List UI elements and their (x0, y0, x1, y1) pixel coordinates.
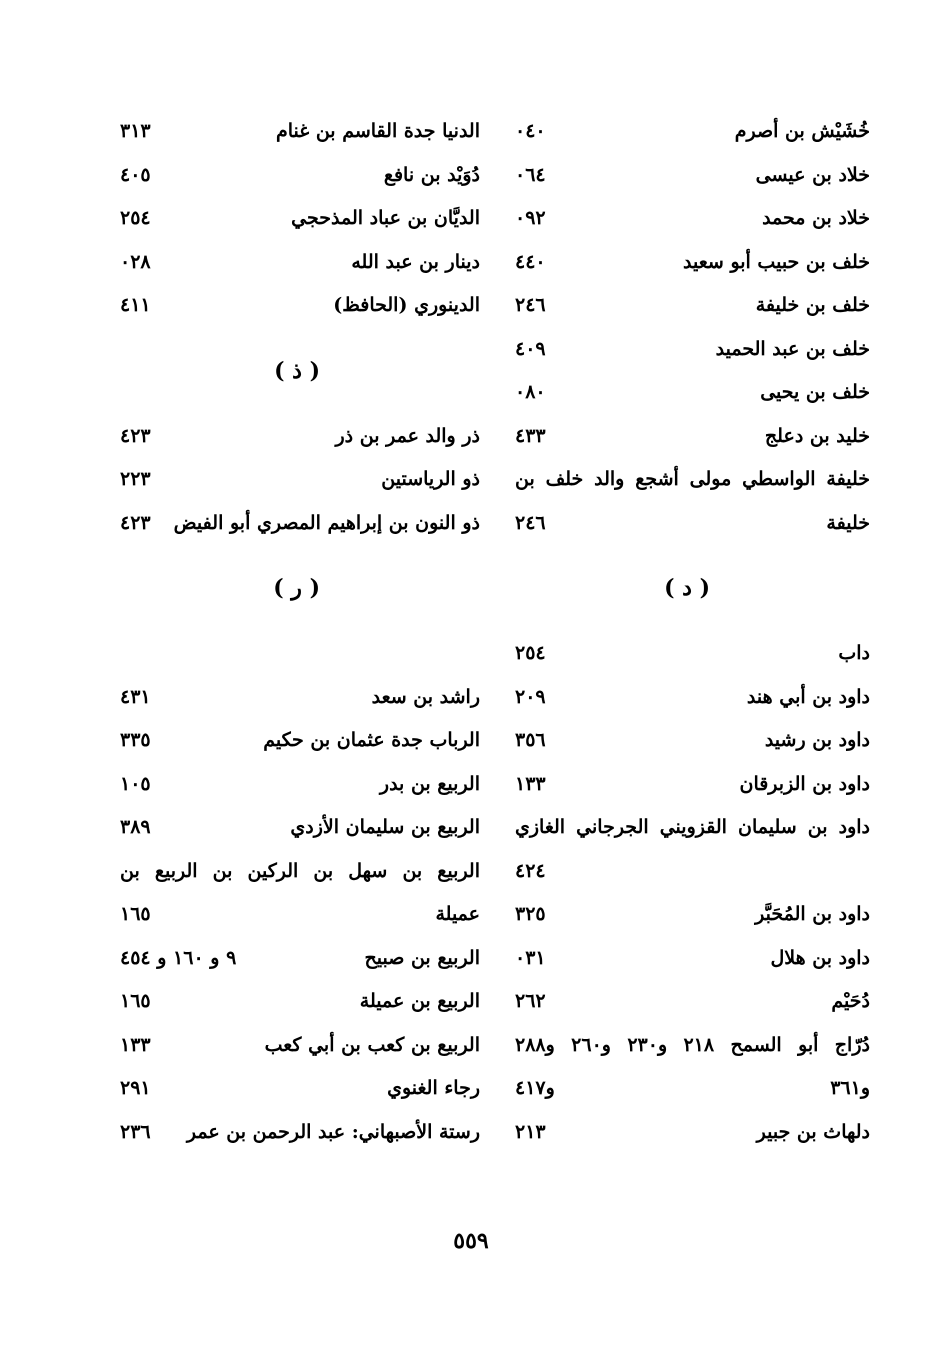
index-entry (120, 110, 480, 154)
entry-page-number: ٠٦٤ (515, 163, 546, 186)
index-entry (515, 371, 870, 415)
letter-heading-text: ( ر ) (273, 575, 320, 601)
index-entry (120, 893, 480, 937)
entry-page-number: ٠٩٢ (515, 207, 546, 229)
entry-name: خلف بن حبيب أبو سعيد (683, 250, 870, 273)
entry-name: دُوَيْد بن نافع (383, 163, 480, 186)
index-entry (120, 502, 480, 546)
index-entry (515, 458, 870, 502)
entry-name: الرباب جدة عثمان بن حكيم (263, 729, 480, 751)
letter-heading (515, 545, 870, 632)
index-entry (515, 328, 870, 372)
entry-name: ذو النون بن إبراهيم المصري أبو الفيض (173, 511, 480, 534)
entry-page-number: ٢٤٦ (515, 294, 546, 316)
index-entry (515, 632, 870, 676)
page-number: ٥٥٩ (453, 1228, 489, 1254)
entry-page-number: ٢٤٦ (515, 511, 546, 534)
entry-name: خلاد بن عيسى (755, 163, 870, 186)
entry-name: الدنيا جدة القاسم بن غنام (276, 120, 480, 142)
index-entry (515, 415, 870, 459)
index-entry (515, 806, 870, 850)
entry-page-number: ٢٥٤ (120, 207, 151, 229)
index-entry (120, 197, 480, 241)
entry-name: داب (838, 642, 870, 664)
entry-page-number: ٢٥٤ (515, 642, 546, 664)
left-column (120, 110, 480, 1154)
entry-name: خليفة الواسطي مولى أشجع والد خلف بن (515, 468, 870, 490)
entry-name: رجاء الغنوي (387, 1077, 480, 1099)
entry-name: الربيع بن سليمان الأزدي (290, 816, 480, 838)
entry-page-number: ٣٣٥ (120, 729, 151, 751)
entry-page-number: ٠٣١ (515, 946, 546, 969)
index-entry (515, 937, 870, 981)
index-entry (515, 1111, 870, 1155)
entry-page-number: ٤١١ (120, 294, 151, 316)
entry-page-number: ٤٢٤ (515, 859, 546, 882)
index-entry (120, 719, 480, 763)
index-entry (515, 197, 870, 241)
right-column (515, 110, 870, 1154)
entry-page-number: ١٦٥ (120, 903, 151, 925)
index-entry (120, 154, 480, 198)
entry-page-number: ٢٣٦ (120, 1120, 151, 1143)
entry-name: خُشَيْش بن أصرم (734, 120, 870, 142)
entry-name: خلاد بن محمد (762, 207, 870, 229)
entry-name: دينار بن عبد الله (351, 250, 480, 273)
index-entry (120, 458, 480, 502)
entry-name: عميلة (435, 903, 480, 925)
index-entry (515, 1024, 870, 1068)
letter-heading (120, 328, 480, 415)
entry-name: دُرّاج أبو السمح ٢١٨ و٢٣٠ و٢٦٠ و٢٨٨ (515, 1033, 870, 1056)
index-entry (515, 154, 870, 198)
index-entry (515, 850, 870, 894)
entry-name: خلف بن عبد الحميد (715, 337, 870, 360)
index-entry (515, 719, 870, 763)
index-entry (120, 676, 480, 720)
entry-page-number: ٠٤٠ (515, 120, 546, 142)
entry-name: خلف بن يحيى (760, 381, 870, 403)
index-entry (120, 937, 480, 981)
entry-page-number: ٣٢٥ (515, 903, 546, 925)
entry-page-number: ٤٣٣ (515, 424, 546, 447)
index-entry (120, 763, 480, 807)
index-entry (515, 502, 870, 546)
entry-name: الدينوري (الحافظ) (333, 294, 480, 316)
entry-name: داود بن هلال (770, 946, 870, 969)
entry-name: ذر والد عمر بن ذر (335, 424, 480, 447)
entry-page-number: ١٠٥ (120, 772, 151, 795)
index-entry (120, 284, 480, 328)
entry-name: الديَّان بن عباد المذحجي (291, 207, 480, 229)
entry-page-number: ٤٢٣ (120, 424, 151, 447)
index-entry (515, 763, 870, 807)
index-entry (120, 1067, 480, 1111)
entry-name: ذو الرياستين (381, 468, 480, 490)
entry-page-number: ٤٢٣ (120, 511, 151, 534)
entry-page-number: ٠٨٠ (515, 381, 546, 403)
entry-name: الربيع بن كعب بن أبي كعب (264, 1033, 480, 1056)
index-entry (120, 241, 480, 285)
entry-name: داود بن رشيد (764, 729, 870, 751)
entry-page-number: ٣٥٦ (515, 729, 546, 751)
index-entry (120, 806, 480, 850)
entry-name: و٣٦١ و٤١٧ (515, 1077, 870, 1099)
index-entry (515, 980, 870, 1024)
spacer (120, 632, 480, 676)
entry-name: دلهاث بن جبير (756, 1120, 870, 1143)
entry-page-number: ٩ و ١٦٠ و ٤٥٤ (120, 946, 237, 969)
entry-page-number: ٢٠٩ (515, 685, 546, 708)
entry-page-number: ٣١٣ (120, 120, 151, 142)
entry-name: داود بن الزبرقان (739, 772, 870, 795)
entry-name: الربيع بن عميلة (359, 990, 480, 1012)
entry-page-number: ٤٠٩ (515, 337, 546, 360)
entry-page-number: ٠٢٨ (120, 250, 151, 273)
index-entry (120, 415, 480, 459)
entry-page-number: ٤٤٠ (515, 250, 546, 273)
entry-name: الربيع بن بدر (379, 772, 480, 795)
entry-name: داود بن أبي هند (746, 685, 870, 708)
index-entry (515, 1067, 870, 1111)
letter-heading (120, 545, 480, 632)
entry-name: الربيع بن سهل بن الركين بن الربيع بن (120, 859, 480, 882)
entry-name: خلف بن خليفة (755, 294, 870, 316)
letter-heading-text: ( د ) (664, 575, 710, 601)
entry-page-number: ٢٩١ (120, 1077, 151, 1099)
index-entry (515, 676, 870, 720)
entry-page-number: ٣٨٩ (120, 816, 151, 838)
entry-name: خليد بن دعلج (764, 424, 870, 447)
entry-name: راشد بن سعد (371, 685, 480, 708)
entry-page-number: ٤٠٥ (120, 163, 151, 186)
index-entry (120, 980, 480, 1024)
entry-name: رستة الأصبهاني: عبد الرحمن بن عمر (186, 1120, 480, 1143)
entry-page-number: ١٣٣ (120, 1033, 151, 1056)
index-entry (120, 1111, 480, 1155)
entry-name: داود بن سليمان القزويني الجرجاني الغازي (515, 816, 870, 838)
entry-page-number: ١٣٣ (515, 772, 546, 795)
entry-page-number: ٢٦٢ (515, 990, 546, 1012)
index-entry (515, 893, 870, 937)
letter-heading-text: ( ذ ) (274, 357, 320, 384)
entry-page-number: ١٦٥ (120, 990, 151, 1012)
index-entry (515, 241, 870, 285)
entry-page-number: ٢١٣ (515, 1120, 546, 1143)
index-entry (515, 110, 870, 154)
index-entry (120, 1024, 480, 1068)
entry-name: الربيع بن صبيح (364, 946, 480, 969)
index-entry (120, 850, 480, 894)
entry-name: خليفة (826, 511, 870, 534)
entry-name: دُحَيْم (831, 990, 870, 1012)
index-entry (515, 284, 870, 328)
entry-page-number: ٢٢٣ (120, 468, 151, 490)
entry-name: داود بن المُحَبَّر (755, 903, 870, 925)
entry-page-number: ٤٣١ (120, 685, 151, 708)
